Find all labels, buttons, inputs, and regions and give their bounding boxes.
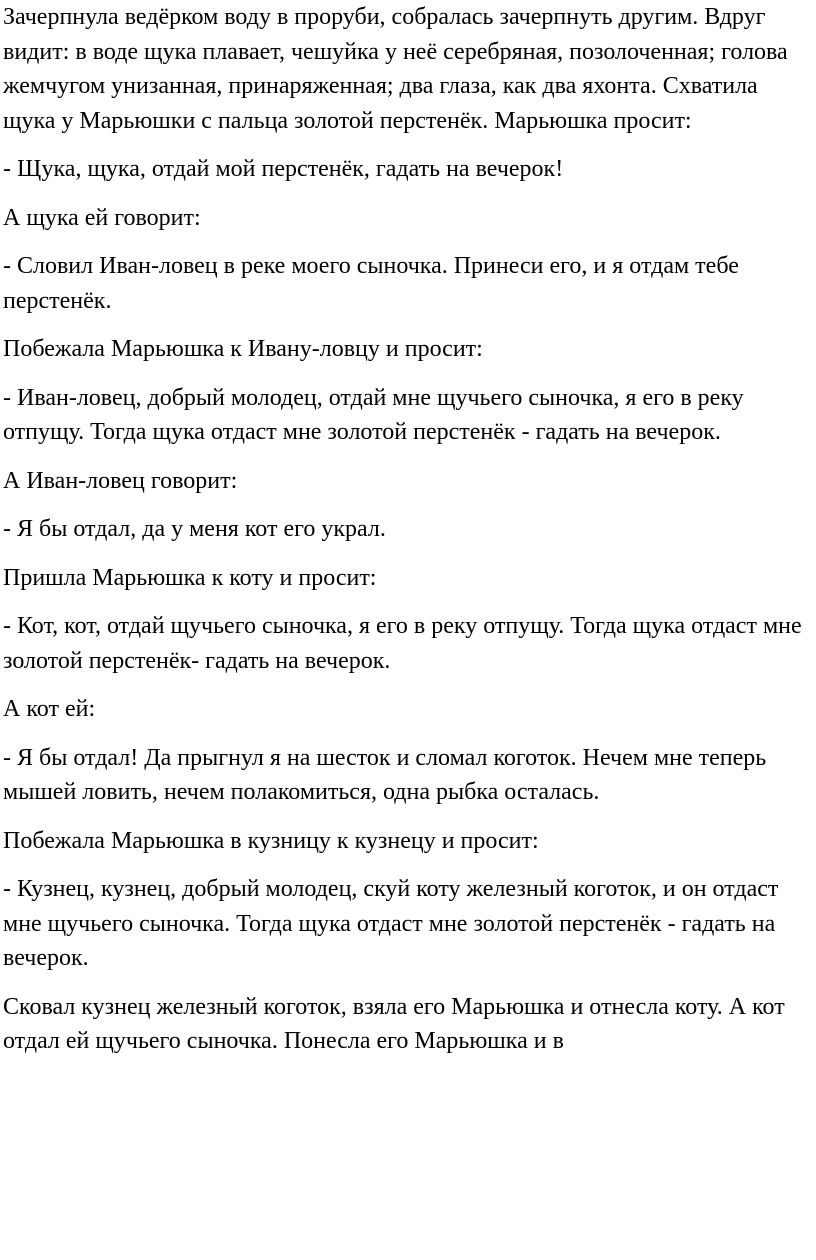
paragraph-3: А щука ей говорит: [3,204,201,231]
paragraph-10: - Кот, кот, отдай щучьего сыночка, я его в реку отпущу. Тогда щука отдаст мне золотой перстенёк- гадать на вечерок. [3,613,802,674]
paragraph-2: - Щука, щука, отдай мой перстенёк, гадать на вечерок! [3,156,564,182]
paragraph-8: - Я бы отдал, да у меня кот его украл. [3,516,386,542]
paragraph-14: - Кузнец, кузнец, добрый молодец, скуй коту железный коготок, и он отдаст мне щучьего сыночка. Тогда щука отдаст мне золотой перстенёк - гадать на вечерок. [3,876,779,971]
paragraph-7: А Иван-ловец говорит: [3,467,238,494]
paragraph-15: Сковал кузнец железный коготок, взяла его Марьюшка и отнесла коту. А кот отдал ей щучьего сыночка. Понесла его Марьюшка и в [3,993,785,1054]
paragraph-9: Пришла Марьюшка к коту и просит: [3,564,377,591]
paragraph-13: Побежала Марьюшка в кузницу к кузнецу и просит: [3,827,539,854]
paragraph-6: - Иван-ловец, добрый молодец, отдай мне щучьего сыночка, я его в реку отпущу. Тогда щука отдаст мне золотой перстенёк - гадать на вечерок. [3,384,744,445]
paragraph-4: - Словил Иван-ловец в реке моего сыночка. Принеси его, и я отдам тебе перстенёк. [3,253,739,314]
paragraph-1: Зачерпнула ведёрком воду в проруби, собралась зачерпнуть другим. Вдруг видит: в воде щука плавает, чешуйка у неё серебряная, позолоченная; голова жемчугом унизанная, принаряженная; два глаза, как два яхонта. Схватила щука у Марьюшки с пальца золотой перстенёк. Марьюшка просит: [3,4,788,134]
paragraph-11: А кот ей: [3,696,96,722]
paragraph-5: Побежала Марьюшка к Ивану-ловцу и просит: [3,336,483,362]
paragraph-12: - Я бы отдал! Да прыгнул я на шесток и сломал коготок. Нечем мне теперь мышей ловить, нечем полакомиться, одна рыбка осталась. [3,744,767,805]
